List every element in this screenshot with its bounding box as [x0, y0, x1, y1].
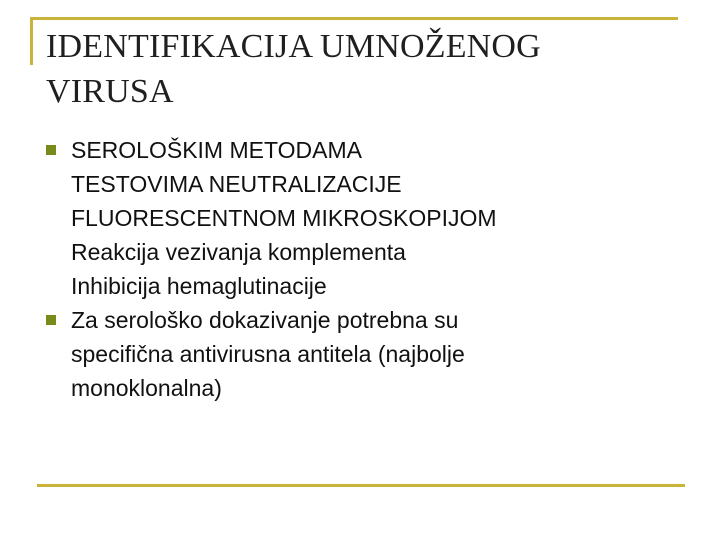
square-bullet-icon	[46, 315, 56, 325]
bullet-item	[46, 303, 686, 405]
bullet-line: monoklonalna)	[71, 375, 222, 401]
bullet-line: TESTOVIMA NEUTRALIZACIJE	[71, 171, 402, 197]
top-rule	[30, 17, 678, 20]
bullet-text	[71, 303, 465, 405]
bullet-line: SEROLOŠKIM METODAMA	[71, 137, 362, 163]
bullet-line: Za serološko dokazivanje potrebna su	[71, 307, 459, 333]
bullet-line: Reakcija vezivanja komplementa	[71, 239, 406, 265]
bullet-list	[46, 133, 686, 405]
bullet-item	[46, 133, 686, 303]
bottom-rule	[37, 484, 685, 487]
bullet-line: FLUORESCENTNOM MIKROSKOPIJOM	[71, 205, 497, 231]
left-rule	[30, 17, 33, 65]
bullet-line: specifična antivirusna antitela (najbolje	[71, 341, 465, 367]
bullet-text	[71, 133, 497, 303]
square-bullet-icon	[46, 145, 56, 155]
title-line: VIRUSA	[46, 73, 174, 110]
slide-title	[46, 24, 686, 114]
title-line: IDENTIFIKACIJA UMNOŽENOG	[46, 28, 541, 65]
bullet-line: Inhibicija hemaglutinacije	[71, 273, 327, 299]
